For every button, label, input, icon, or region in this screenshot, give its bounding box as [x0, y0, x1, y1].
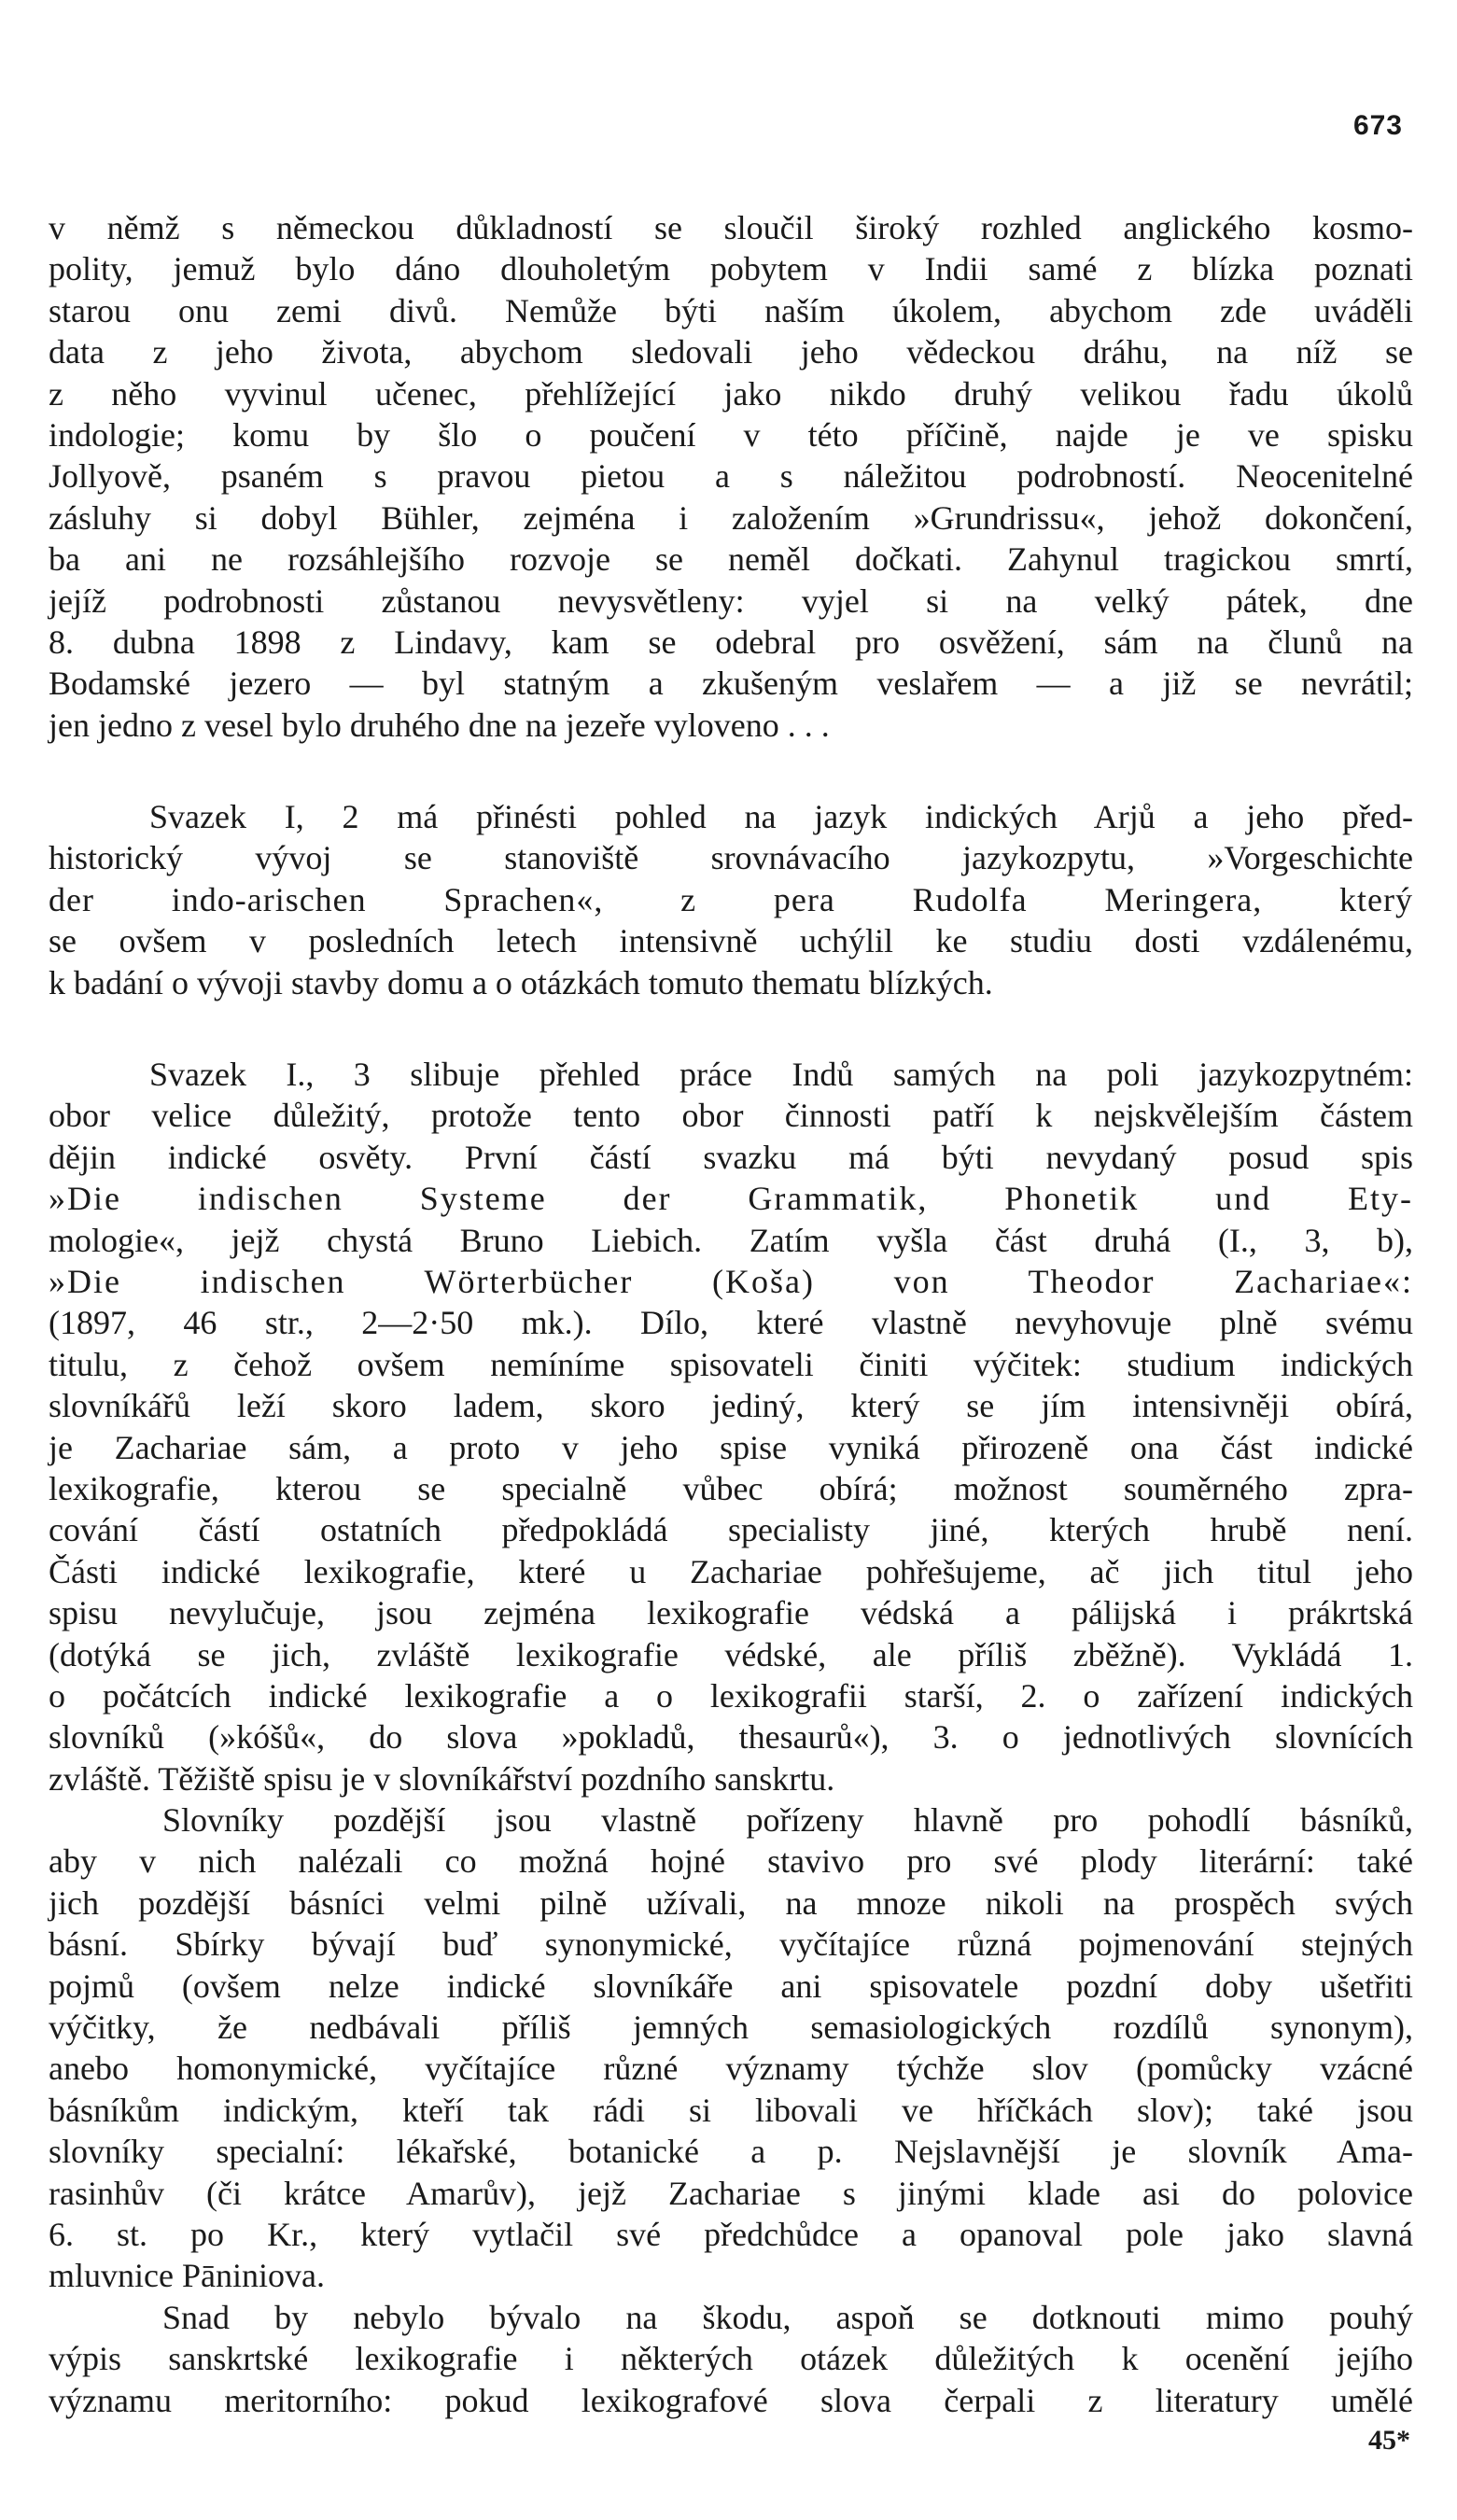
text-line: výčitky, že nedbávali příliš jemných semasiologických rozdílů synonym),: [49, 2009, 1413, 2047]
signature-mark: 45*: [1368, 2425, 1410, 2456]
text-line: mluvnice Pāniniova.: [49, 2257, 325, 2295]
text-line: data z jeho života, abychom sledovali jeho vědeckou dráhu, na níž se: [49, 333, 1413, 371]
text-line: aby v nich nalézali co možná hojné stavivo pro své plody literární: také: [49, 1842, 1413, 1881]
text-line: »Die indischen Systeme der Grammatik, Phonetik und Ety-: [49, 1180, 1413, 1218]
text-line: zvláště. Těžiště spisu je v slovníkářství pozdního sanskrtu.: [49, 1759, 835, 1798]
text-line: v němž s německou důkladností se sloučil široký rozhled anglického kosmo-: [49, 209, 1413, 246]
text-line: polity, jemuž bylo dáno dlouholetým pobytem v Indii samé z blízka poznati: [49, 250, 1413, 288]
paragraph-gap: [49, 746, 1413, 796]
text-line: spisu nevylučuje, jsou zejména lexikografie védská a pálijská i prákrtská: [49, 1594, 1413, 1632]
text-line: obor velice důležitý, protože tento obor činnosti patří k nejskvělejším částem: [49, 1097, 1413, 1135]
text-line: slovníků (»kóšů«, do slova »pokladů, thesaurů«), 3. o jednotlivých slovnících: [49, 1718, 1413, 1757]
text-line: (dotýká se jich, zvláště lexikografie védské, ale příliš zběžně). Vykládá 1.: [49, 1635, 1413, 1673]
text-line: (1897, 46 str., 2—2·50 mk.). Dílo, které vlastně nevyhovuje plně svému: [49, 1304, 1413, 1342]
text-line: slovníkářů leží skoro ladem, skoro jediný, který se jím intensivněji obírá,: [49, 1387, 1413, 1425]
text-line: o počátcích indické lexikografie a o lexikografii starší, 2. o zařízení indických: [49, 1676, 1413, 1715]
paragraph: [49, 1054, 1413, 1799]
body-text: [49, 207, 1413, 2421]
text-line: 6. st. po Kr., který vytlačil své předchůdce a opanoval pole jako slavná: [49, 2215, 1413, 2253]
text-line: jejíž podrobnosti zůstanou nevysvětleny: vyjel si na velký pátek, dne: [49, 581, 1413, 620]
text-line: indologie; komu by šlo o poučení v této příčině, najde je ve spisku: [49, 415, 1413, 454]
paragraph: [49, 796, 1413, 1003]
text-line: básníkům indickým, kteří tak rádi si libovali ve hříčkách slov); také jsou: [49, 2091, 1413, 2129]
text-line: je Zachariae sám, a proto v jeho spise vyniká přirozeně ona část indické: [49, 1428, 1413, 1466]
text-line: jen jedno z vesel bylo druhého dne na jezeře vyloveno . . .: [49, 706, 830, 744]
paragraph: [49, 1799, 1413, 2297]
text-line: Snad by nebylo bývalo na škodu, aspoň se dotknouti mimo pouhý: [162, 2298, 1413, 2336]
text-line: der indo-arischen Sprachen«, z pera Rudolfa Meringera, který: [49, 880, 1413, 918]
paragraph: [49, 2297, 1413, 2421]
text-line: dějin indické osvěty. První částí svazku má býti nevydaný posud spis: [49, 1138, 1413, 1176]
text-line: básní. Sbírky bývají buď synonymické, vyčítajíce různá pojmenování stejných: [49, 1925, 1413, 1964]
text-line: anebo homonymické, vyčítajíce různé významy týchže slov (pomůcky vzácné: [49, 2050, 1413, 2088]
text-line: Části indické lexikografie, které u Zachariae pohřešujeme, ač jich titul jeho: [49, 1552, 1413, 1590]
text-line: »Die indischen Wörterbücher (Koša) von Theodor Zachariae«:: [49, 1262, 1413, 1300]
text-line: ba ani ne rozsáhlejšího rozvoje se neměl dočkati. Zahynul tragickou smrtí,: [49, 540, 1413, 579]
text-line: Bodamské jezero — byl statným a zkušeným veslařem — a již se nevrátil;: [49, 665, 1413, 703]
text-line: Jollyově, psaném s pravou pietou a s náležitou podrobností. Neocenitelné: [49, 457, 1413, 496]
text-line: rasinhův (či krátce Amarův), jejž Zachariae s jinými klade asi do polovice: [49, 2174, 1413, 2212]
text-line: starou onu zemi divů. Nemůže býti naším úkolem, abychom zde uváděli: [49, 291, 1413, 329]
page-number: 673: [1352, 110, 1403, 141]
text-line: se ovšem v posledních letech intensivně uchýlil ke studiu dosti vzdálenému,: [49, 922, 1413, 960]
text-line: zásluhy si dobyl Bühler, zejména i založením »Grundrissu«, jehož dokončení,: [49, 498, 1413, 537]
text-line: k badání o vývoji stavby domu a o otázkách tomuto thematu blízkých.: [49, 963, 993, 1001]
paragraph: [49, 207, 1413, 746]
text-line: cování částí ostatních předpokládá specialisty jiné, kterých hrubě není.: [49, 1511, 1413, 1549]
paragraph-gap: [49, 1003, 1413, 1054]
text-line: jich pozdější básníci velmi pilně užívali, na mnoze nikoli na prospěch svých: [49, 1883, 1413, 1922]
text-line: výpis sanskrtské lexikografie i některých otázek důležitých k ocenění jejího: [49, 2340, 1413, 2378]
text-line: Svazek I., 3 slibuje přehled práce Indů samých na poli jazykozpytném:: [149, 1056, 1413, 1094]
text-line: Svazek I, 2 má přinésti pohled na jazyk indických Arjů a jeho před-: [149, 798, 1413, 836]
text-line: pojmů (ovšem nelze indické slovníkáře ani spisovatele pozdní doby ušetřiti: [49, 1967, 1413, 2005]
text-line: z něho vyvinul učenec, přehlížející jako nikdo druhý velikou řadu úkolů: [49, 374, 1413, 413]
text-line: 8. dubna 1898 z Lindavy, kam se odebral pro osvěžení, sám na člunů na: [49, 623, 1413, 661]
text-line: lexikografie, kterou se specialně vůbec obírá; možnost souměrného zpra-: [49, 1469, 1413, 1507]
text-line: titulu, z čehož ovšem nemíníme spisovateli činiti výčitek: studium indických: [49, 1345, 1413, 1383]
text-line: slovníky specialní: lékařské, botanické a p. Nejslavnější je slovník Ama-: [49, 2133, 1413, 2171]
text-line: Slovníky pozdější jsou vlastně pořízeny hlavně pro pohodlí básníků,: [162, 1801, 1413, 1840]
text-line: historický vývoj se stanoviště srovnávacího jazykozpytu, »Vorgeschichte: [49, 839, 1413, 877]
text-line: mologie«, jejž chystá Bruno Liebich. Zatím vyšla část druhá (I., 3, b),: [49, 1221, 1413, 1259]
text-line: významu meritorního: pokud lexikografové slova čerpali z literatury umělé: [49, 2381, 1413, 2419]
